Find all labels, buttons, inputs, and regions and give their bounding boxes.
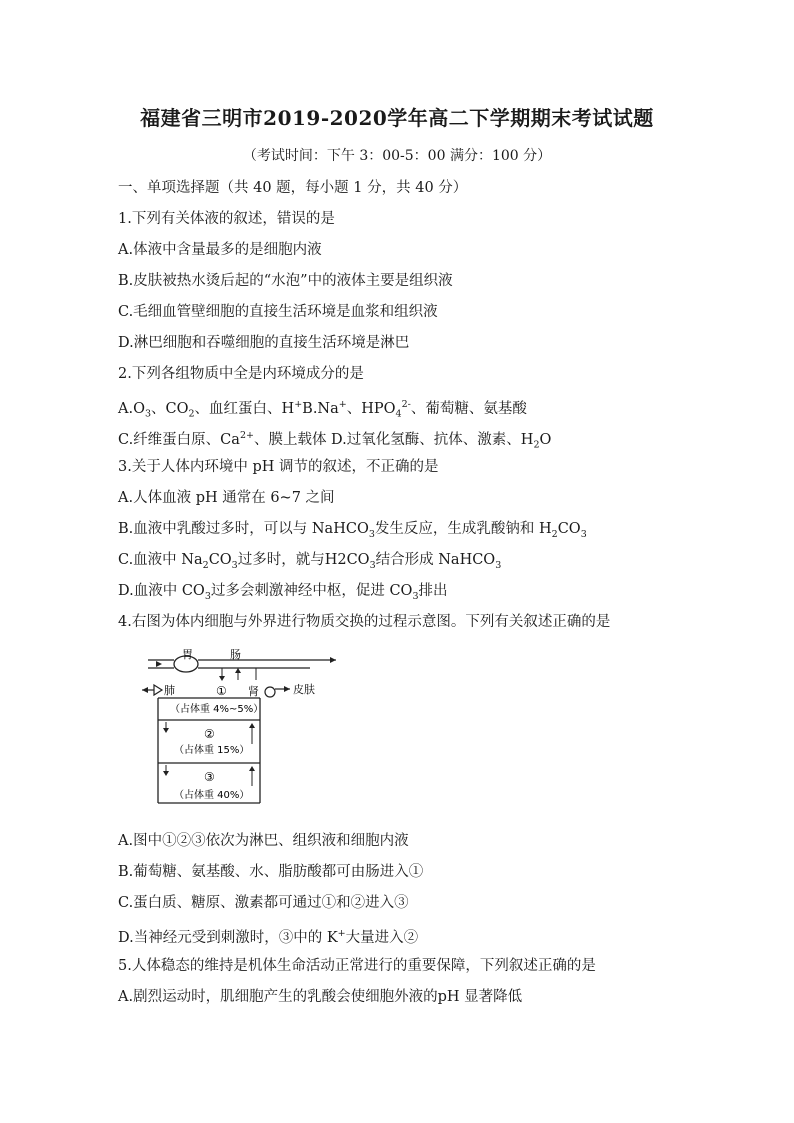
body-fluid-exchange-diagram <box>140 648 340 808</box>
q3-stem: 3.关于人体内环境中 pH 调节的叙述，不正确的是 <box>118 459 439 475</box>
skin-gland-shape <box>265 687 275 697</box>
compartment-3-percent: （占体重 40%） <box>174 790 250 801</box>
q5-stem: 5.人体稳态的维持是机体生命活动正常进行的重要保障，下列叙述正确的是 <box>118 958 596 974</box>
skin-label: 皮肤 <box>293 683 315 696</box>
q1-option-b: B.皮肤被热水烫后起的“水泡”中的液体主要是组织液 <box>118 273 453 289</box>
q3-option-a: A.人体血液 pH 通常在 6~7 之间 <box>118 490 335 506</box>
compartment-3-label: ③ <box>204 770 215 784</box>
q2-option-cd: C.纤维蛋白原、$Ca^{2+}$、膜上载体 D.过氧化氢酶、抗体、激素、$H_2O$ <box>118 430 552 451</box>
q1-option-d: D.淋巴细胞和吞噬细胞的直接生活环境是淋巴 <box>118 335 410 351</box>
q5-option-a: A.剧烈运动时，肌细胞产生的乳酸会使细胞外液的pH 显著降低 <box>118 989 523 1005</box>
q1-stem: 1.下列有关体液的叙述，错误的是 <box>118 211 335 227</box>
q4-option-d: D.当神经元受到刺激时，③中的 K+大量进入② <box>118 928 419 946</box>
q4-option-b: B.葡萄糖、氨基酸、水、脂肪酸都可由肠进入① <box>118 864 424 880</box>
lung-label: 肺 <box>164 684 175 697</box>
section-heading: 一、单项选择题（共 40 题，每小题 1 分，共 40 分） <box>118 180 468 196</box>
kidney-label: 肾 <box>248 685 259 698</box>
compartment-1-label: ① <box>216 684 227 698</box>
q1-option-a: A.体液中含量最多的是细胞内液 <box>118 242 322 258</box>
intestine-label: 肠 <box>230 648 241 661</box>
q2-stem: 2.下列各组物质中全是内环境成分的是 <box>118 366 364 382</box>
compartment-2-percent: （占体重 15%） <box>174 745 250 756</box>
q1-option-c: C.毛细血管壁细胞的直接生活环境是血浆和组织液 <box>118 304 438 320</box>
q3-option-b: B.血液中乳酸过多时，可以与 NaHCO$_3$发生反应，生成乳酸钠和 $H_2CO_3$ <box>118 521 587 540</box>
exam-info: （考试时间：下午 3：00-5：00 满分：100 分） <box>242 148 552 164</box>
q4-option-c: C.蛋白质、糖原、激素都可通过①和②进入③ <box>118 895 409 911</box>
stomach-label: 胃 <box>182 648 193 661</box>
lung-shape <box>154 685 162 695</box>
compartment-1-percent: （占体重 4%~5%） <box>170 704 264 715</box>
q4-stem: 4.右图为体内细胞与外界进行物质交换的过程示意图。下列有关叙述正确的是 <box>118 614 611 630</box>
page-title: 福建省三明市2019-2020学年高二下学期期末考试试题 <box>140 106 654 130</box>
q4-option-a: A.图中①②③依次为淋巴、组织液和细胞内液 <box>118 833 409 849</box>
q2-option-ab: $A.O_3$、$CO_2$、血红蛋白、H+B.Na+、$HPO_4^{2-}$、葡萄糖、氨基酸 <box>118 399 527 420</box>
compartment-2-label: ② <box>204 727 215 741</box>
q3-option-c: C.血液中 $Na_2CO_3$过多时，就与$H2CO_3$结合形成 NaHCO$_3$ <box>118 552 502 571</box>
q3-option-d: D.血液中 $CO_3$过多会刺激神经中枢，促进 $CO_3$排出 <box>118 583 448 602</box>
